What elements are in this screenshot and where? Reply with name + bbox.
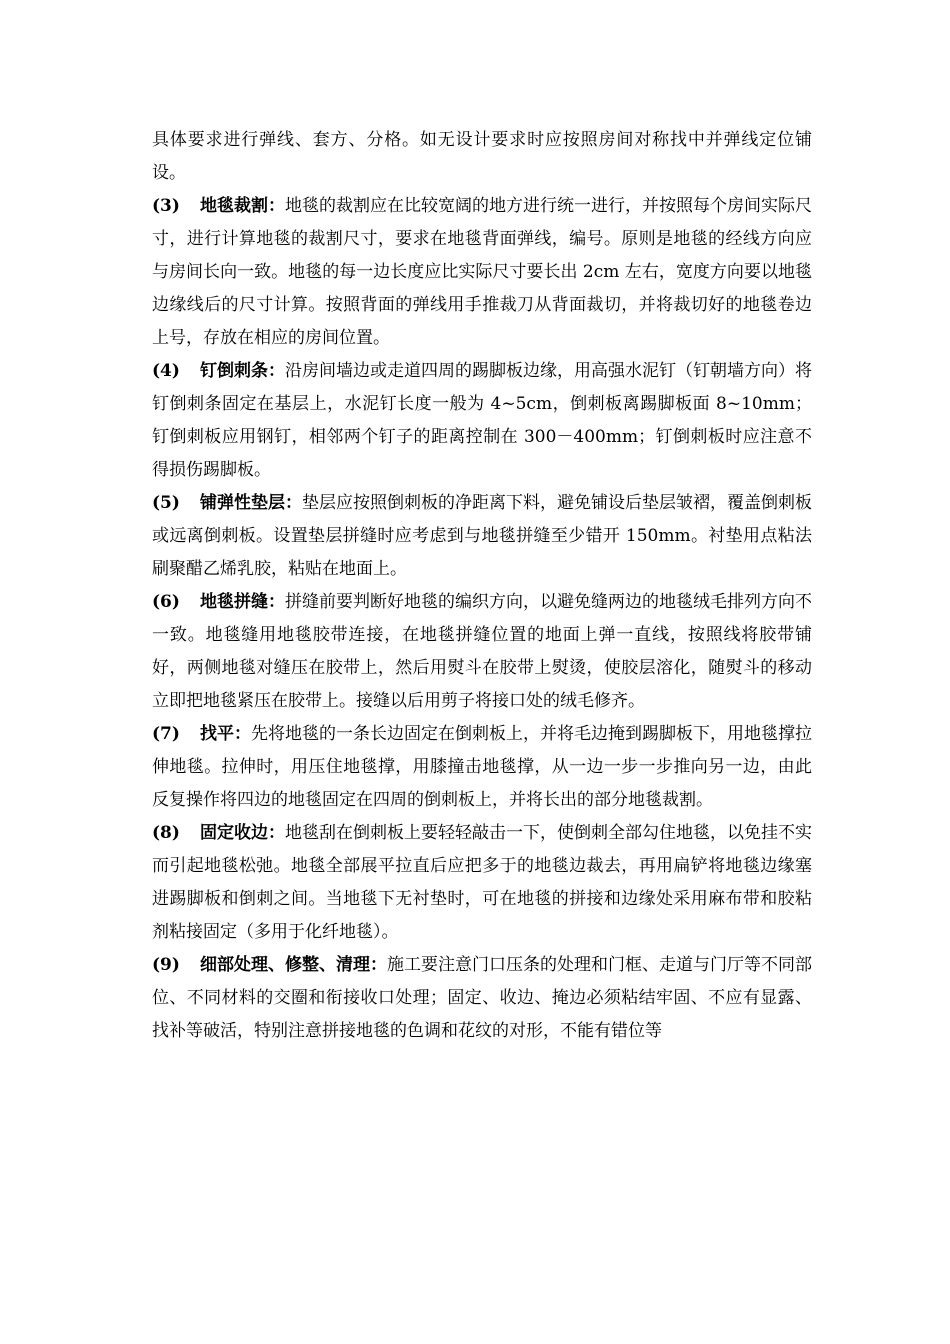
item-text: 垫层应按照倒刺板的净距离下料，避免铺设后垫层皱褶，覆盖倒刺板或远离倒刺板。设置垫层拼缝时应考虑到与地毯拼缝至少错开 150mm。衬垫用点粘法刷聚醋乙烯乳胶，粘贴在地面上。 [152, 493, 812, 579]
list-item [152, 817, 812, 949]
item-number: (8) [152, 823, 180, 843]
list-item [152, 718, 812, 817]
item-number: (6) [152, 592, 180, 612]
item-text: 地毯的裁割应在比较宽阔的地方进行统一进行，并按照每个房间实际尺寸，进行计算地毯的裁割尺寸，要求在地毯背面弹线，编号。原则是地毯的经线方向应与房间长向一致。地毯的每一边长度应比实际尺寸要长出 2cm 左右，宽度方向要以地毯边缘线后的尺寸计算。按照背面的弹线用手推裁刀从背面裁切，并将裁切好的地毯卷边上号，存放在相应的房间位置。 [152, 196, 812, 348]
item-heading: 地毯裁割： [200, 196, 285, 216]
item-heading: 找平： [200, 724, 251, 744]
intro-paragraph: 具体要求进行弹线、套方、分格。如无设计要求时应按照房间对称找中并弹线定位铺设。 [152, 130, 812, 183]
item-text: 施工要注意门口压条的处理和门框、走道与门厅等不同部位、不同材料的交圈和衔接收口处理；固定、收边、掩边必须粘结牢固、不应有显露、找补等破活，特别注意拼接地毯的色调和花纹的对形，不能有错位等 [152, 955, 812, 1041]
item-text: 地毯刮在倒刺板上要轻轻敲击一下，使倒刺全部勾住地毯，以免挂不实而引起地毯松弛。地毯全部展平拉直后应把多于的地毯边裁去，再用扁铲将地毯边缘塞进踢脚板和倒刺之间。当地毯下无衬垫时，可在地毯的拼接和边缘处采用麻布带和胶粘剂粘接固定（多用于化纤地毯）。 [152, 823, 812, 942]
list-item [152, 487, 812, 586]
item-heading: 地毯拼缝： [200, 592, 285, 612]
item-number: (9) [152, 955, 180, 975]
item-heading: 钉倒刺条： [200, 361, 285, 381]
item-number: (5) [152, 493, 180, 513]
list-item [152, 586, 812, 718]
item-text: 拼缝前要判断好地毯的编织方向，以避免缝两边的地毯绒毛排列方向不一致。地毯缝用地毯胶带连接，在地毯拼缝位置的地面上弹一直线，按照线将胶带铺好，两侧地毯对缝压在胶带上，然后用熨斗在胶带上熨烫，使胶层溶化，随熨斗的移动立即把地毯紧压在胶带上。接缝以后用剪子将接口处的绒毛修齐。 [152, 592, 812, 711]
item-heading: 铺弹性垫层： [200, 493, 302, 513]
item-text: 先将地毯的一条长边固定在倒刺板上，并将毛边掩到踢脚板下，用地毯撑拉伸地毯。拉伸时，用压住地毯撑，用膝撞击地毯撑，从一边一步一步推向另一边，由此反复操作将四边的地毯固定在四周的倒刺板上，并将长出的部分地毯裁割。 [152, 724, 812, 810]
item-number: (3) [152, 196, 180, 216]
list-item [152, 355, 812, 487]
item-number: (7) [152, 724, 180, 744]
list-item [152, 190, 812, 355]
item-heading: 固定收边： [200, 823, 285, 843]
item-number: (4) [152, 361, 180, 381]
item-text: 沿房间墙边或走道四周的踢脚板边缘，用高强水泥钉（钉朝墙方向）将钉倒刺条固定在基层上，水泥钉长度一般为 4~5cm，倒刺板离踢脚板面 8~10mm；钉倒刺板应用钢钉，相邻两个钉子的距离控制在 300－400mm；钉倒刺板时应注意不得损伤踢脚板。 [152, 361, 812, 480]
list-item [152, 949, 812, 1048]
document-body [152, 124, 812, 1048]
item-heading: 细部处理、修整、清理： [200, 955, 387, 975]
